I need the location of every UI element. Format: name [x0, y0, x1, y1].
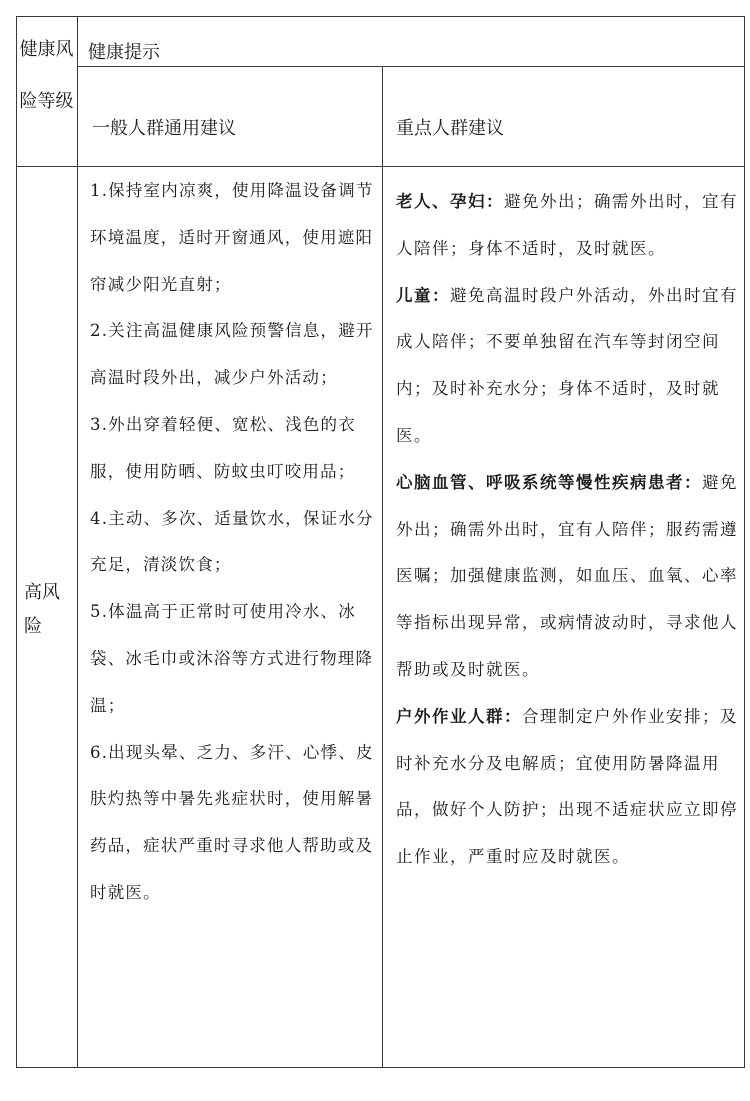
table-border-bottom: [16, 1067, 745, 1068]
key-group-name: 户外作业人群：: [396, 706, 522, 726]
key-group-text: 合理制定户外作业安排；及时补充水分及电解质；宜使用防暑降温用品，做好个人防护；出现不适症状应立即停止作业，严重时应及时就医。: [396, 706, 738, 867]
general-advice-item: 1.保持室内凉爽，使用降温设备调节环境温度，适时开窗通风，使用遮阳帘减少阳光直射；: [90, 181, 374, 294]
general-advice-item: 3.外出穿着轻便、宽松、浅色的衣服，使用防晒、防蚊虫叮咬用品；: [90, 414, 356, 481]
header-divider: [77, 66, 745, 67]
general-advice-item: 5.体温高于正常时可使用冷水、冰袋、冰毛巾或沐浴等方式进行物理降温；: [90, 602, 374, 715]
key-group-text: 避免外出；确需外出时，宜有人陪伴；服药需遵医嘱；加强健康监测，如血压、血氧、心率等指标出现异常，或病情波动时，寻求他人帮助或及时就医。: [396, 472, 738, 679]
key-group-name: 心脑血管、呼吸系统等慢性疾病患者：: [396, 472, 702, 492]
risk-level-value: 高风险: [24, 582, 60, 637]
risk-column-divider: [77, 16, 78, 1068]
key-group-name: 儿童：: [396, 285, 450, 305]
general-advice-item: 2.关注高温健康风险预警信息，避开高温时段外出，减少户外活动；: [90, 321, 374, 388]
health-advice-table: [16, 16, 745, 1068]
general-advice-item: 4.主动、多次、适量饮水，保证水分充足，清淡饮食；: [90, 508, 374, 575]
health-tips-header: 健康提示: [88, 42, 160, 63]
key-group-item: [396, 694, 740, 881]
general-advice-list: [84, 168, 384, 917]
general-advice-header: 一般人群通用建议: [92, 118, 236, 139]
key-group-name: 老人、孕妇：: [396, 192, 504, 211]
key-group-advice-list: [390, 179, 740, 881]
table-border-top: [16, 16, 745, 17]
key-group-item: [396, 273, 740, 460]
key-group-text: 避免外出；确需外出时，宜有人陪伴；身体不适时，及时就医。: [396, 192, 738, 258]
risk-level-header: 健康风险等级: [19, 39, 74, 112]
body-divider: [16, 166, 745, 167]
key-group-item: [396, 179, 740, 273]
table-border-right: [744, 16, 745, 1068]
table-border-left: [16, 16, 17, 1068]
key-group-item: [396, 460, 740, 694]
key-groups-header: 重点人群建议: [396, 118, 504, 139]
key-group-text: 避免高温时段户外活动，外出时宜有成人陪伴；不要单独留在汽车等封闭空间内；及时补充水分；身体不适时，及时就医。: [396, 285, 738, 445]
general-advice-item: 6.出现头晕、乏力、多汗、心悸、皮肤灼热等中暑先兆症状时，使用解暑药品，症状严重时寻求他人帮助或及时就医。: [90, 742, 374, 902]
